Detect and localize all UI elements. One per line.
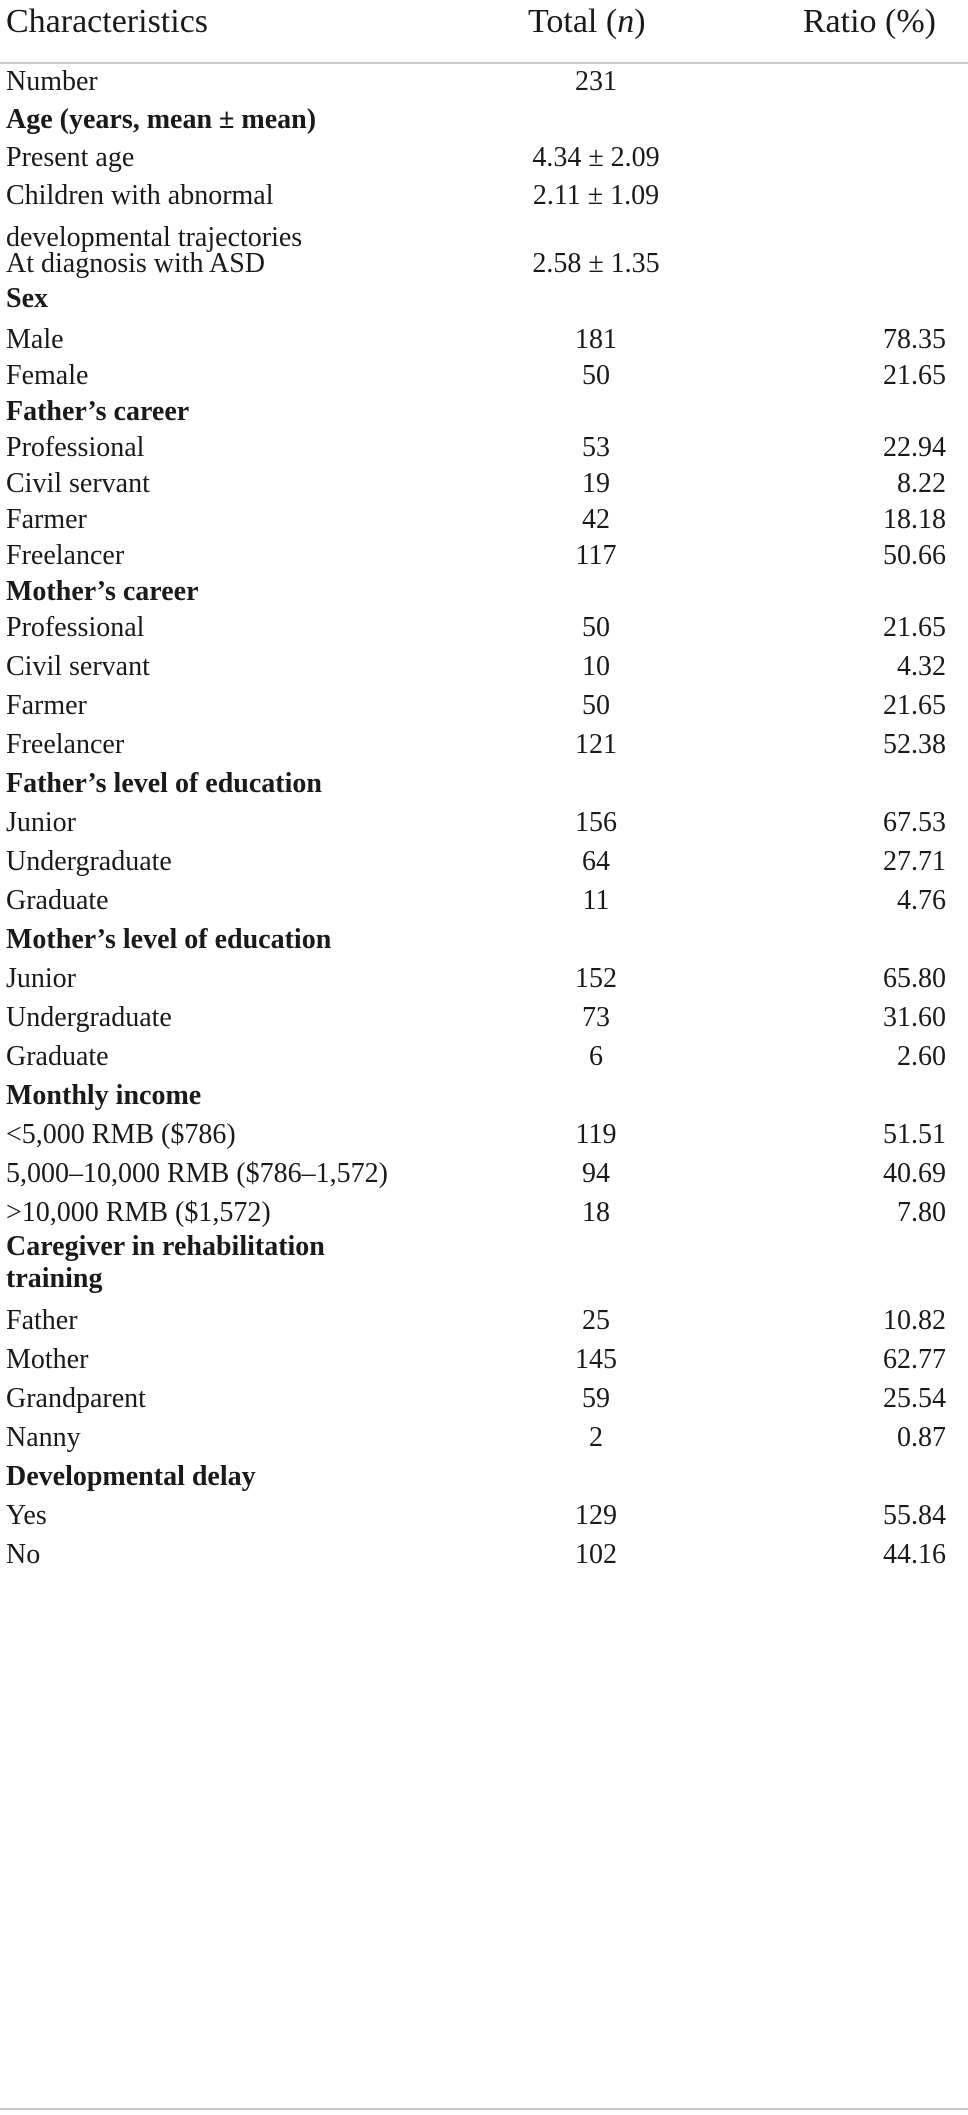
- section-label: Monthly income: [6, 1080, 202, 1111]
- row-ratio: 21.65: [883, 612, 946, 643]
- row-label: Freelancer: [6, 540, 125, 571]
- row-total: 73: [582, 1002, 610, 1033]
- header-total-prefix: Total (: [528, 3, 618, 40]
- section-label: Mother’s career: [6, 576, 199, 607]
- row-total: 117: [575, 540, 617, 571]
- row-total: 6: [589, 1041, 603, 1072]
- table-row: [0, 358, 968, 394]
- section-row: [0, 1078, 968, 1117]
- table-row: [0, 1342, 968, 1381]
- row-total: 2: [589, 1422, 603, 1453]
- table-row: [0, 538, 968, 574]
- row-ratio: 55.84: [883, 1500, 946, 1531]
- row-label: No: [6, 1539, 41, 1570]
- row-total: 11: [582, 885, 610, 916]
- row-ratio: 51.51: [883, 1119, 946, 1150]
- row-total: 231: [575, 66, 617, 97]
- section-row: [0, 1459, 968, 1498]
- section-row: [0, 394, 968, 430]
- table-row: [0, 1156, 968, 1195]
- row-total: 10: [582, 651, 610, 682]
- header-total-n: n: [617, 3, 635, 40]
- table-row: [0, 610, 968, 649]
- row-label: Undergraduate: [6, 1002, 172, 1033]
- table-row: [0, 1117, 968, 1156]
- row-total: 102: [575, 1539, 617, 1570]
- table-row: [0, 688, 968, 727]
- row-total: 25: [582, 1305, 610, 1336]
- row-label: Professional: [6, 612, 145, 643]
- row-ratio: 21.65: [883, 360, 946, 391]
- row-label: Civil servant: [6, 468, 150, 499]
- row-ratio: 65.80: [883, 963, 946, 994]
- row-label: Undergraduate: [6, 846, 172, 877]
- row-ratio: 25.54: [883, 1383, 946, 1414]
- table-row: [0, 430, 968, 466]
- row-ratio: 78.35: [883, 324, 946, 355]
- row-ratio: 67.53: [883, 807, 946, 838]
- row-label: Mother: [6, 1344, 89, 1375]
- row-total: 2.11 ± 1.09: [532, 180, 660, 211]
- section-row: [0, 574, 968, 610]
- table-row: [0, 649, 968, 688]
- row-ratio: 0.87: [897, 1422, 946, 1453]
- section-label: Father’s career: [6, 396, 190, 427]
- row-total: 18: [582, 1197, 610, 1228]
- row-ratio: 22.94: [883, 432, 946, 463]
- table-row: [0, 727, 968, 766]
- row-label: Male: [6, 324, 64, 355]
- row-label: Farmer: [6, 690, 87, 721]
- table-row: [0, 844, 968, 883]
- row-ratio: 7.80: [897, 1197, 946, 1228]
- row-label: Junior: [6, 963, 76, 994]
- section-label: Mother’s level of education: [6, 924, 332, 955]
- row-ratio: 40.69: [883, 1158, 946, 1189]
- header-characteristics: Characteristics: [6, 3, 209, 40]
- section-row: [0, 1231, 968, 1303]
- section-row: [0, 284, 968, 322]
- row-total: 53: [582, 432, 610, 463]
- table-row: [0, 1381, 968, 1420]
- row-label: >10,000 RMB ($1,572): [6, 1197, 271, 1228]
- row-ratio: 27.71: [883, 846, 946, 877]
- row-total: 19: [582, 468, 610, 499]
- row-label: Number: [6, 66, 98, 97]
- header-total: [528, 0, 646, 44]
- row-ratio: 18.18: [883, 504, 946, 535]
- table-body: [0, 64, 968, 1576]
- row-total: 4.34 ± 2.09: [532, 142, 660, 173]
- table-row: [0, 466, 968, 502]
- row-total: 64: [582, 846, 610, 877]
- row-label: Graduate: [6, 885, 109, 916]
- section-label: Age (years, mean ± mean): [6, 104, 317, 135]
- table-row: [0, 805, 968, 844]
- table-row: [0, 961, 968, 1000]
- row-label: Present age: [6, 142, 135, 173]
- header-ratio: Ratio (%): [802, 3, 936, 40]
- row-ratio: 10.82: [883, 1305, 946, 1336]
- row-label: Yes: [6, 1500, 47, 1531]
- row-label: Graduate: [6, 1041, 109, 1072]
- row-total: 42: [582, 504, 610, 535]
- table-row: [0, 1303, 968, 1342]
- row-total: 50: [582, 612, 610, 643]
- row-label: At diagnosis with ASD: [6, 248, 266, 279]
- row-total: 152: [575, 963, 617, 994]
- row-label: Female: [6, 360, 89, 391]
- row-label: Father: [6, 1305, 78, 1336]
- table-row: [0, 502, 968, 538]
- table-row: [0, 1195, 968, 1234]
- table-row: [0, 1420, 968, 1459]
- row-label: Grandparent: [6, 1383, 146, 1414]
- row-label: Nanny: [6, 1422, 81, 1453]
- row-label: Civil servant: [6, 651, 150, 682]
- section-row: [0, 766, 968, 805]
- row-label: Freelancer: [6, 729, 125, 760]
- row-ratio: 44.16: [883, 1539, 946, 1570]
- row-ratio: 2.60: [897, 1041, 946, 1072]
- row-ratio: 52.38: [883, 729, 946, 760]
- row-total: 145: [575, 1344, 617, 1375]
- row-total: 2.58 ± 1.35: [532, 248, 660, 279]
- row-label: Children with abnormal developmental trajectories: [6, 180, 303, 253]
- section-label: Caregiver in rehabilitation training: [6, 1231, 325, 1294]
- row-label: Professional: [6, 432, 145, 463]
- row-ratio: 4.32: [897, 651, 946, 682]
- table-row: [0, 178, 968, 253]
- row-ratio: 62.77: [883, 1344, 946, 1375]
- row-ratio: 50.66: [883, 540, 946, 571]
- row-label: Farmer: [6, 504, 87, 535]
- row-ratio: 31.60: [883, 1002, 946, 1033]
- row-total: 129: [575, 1500, 617, 1531]
- row-total: 181: [575, 324, 617, 355]
- table-row: [0, 140, 968, 178]
- row-ratio: 8.22: [897, 468, 946, 499]
- row-ratio: 21.65: [883, 690, 946, 721]
- table-bottom-rule: [0, 2108, 968, 2110]
- table-header: [0, 0, 968, 64]
- row-label: 5,000–10,000 RMB ($786–1,572): [6, 1158, 388, 1189]
- row-total: 59: [582, 1383, 610, 1414]
- table-row: [0, 883, 968, 922]
- section-row: [0, 102, 968, 140]
- row-total: 50: [582, 360, 610, 391]
- table-row: [0, 322, 968, 358]
- row-ratio: 4.76: [897, 885, 946, 916]
- section-label: Father’s level of education: [6, 768, 322, 799]
- table-row: [0, 1039, 968, 1078]
- header-total-suffix: ): [634, 3, 646, 40]
- row-label: Junior: [6, 807, 76, 838]
- row-total: 50: [582, 690, 610, 721]
- section-label: Sex: [6, 283, 48, 314]
- section-row: [0, 922, 968, 961]
- section-label: Developmental delay: [6, 1461, 256, 1492]
- row-total: 94: [582, 1158, 610, 1189]
- table-row: [0, 1000, 968, 1039]
- table-row: [0, 1537, 968, 1576]
- row-total: 121: [575, 729, 617, 760]
- row-total: 119: [575, 1119, 617, 1150]
- row-label: <5,000 RMB ($786): [6, 1119, 236, 1150]
- table-row: [0, 1498, 968, 1537]
- table-row: [0, 64, 968, 102]
- row-total: 156: [575, 807, 617, 838]
